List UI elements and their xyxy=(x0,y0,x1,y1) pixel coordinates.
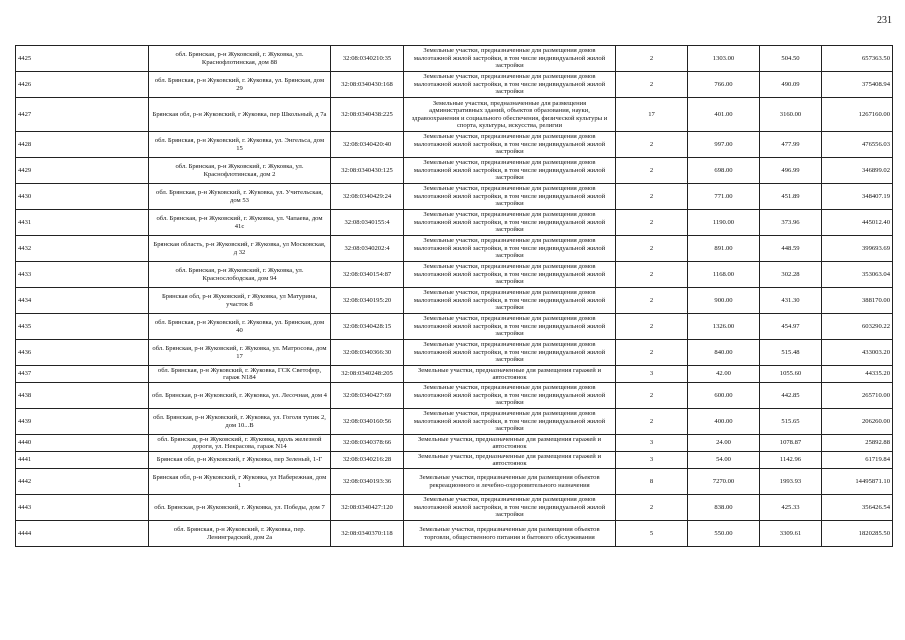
cadastral-number-cell: 32:08:0340429:24 xyxy=(331,184,404,210)
cadastral-number-cell: 32:08:0340430:168 xyxy=(331,72,404,98)
row-number-cell: 4426 xyxy=(16,72,149,98)
area-cell: 900.00 xyxy=(688,288,760,314)
group-code-cell: 2 xyxy=(616,158,688,184)
cadastral-value-cell: 346899.02 xyxy=(822,158,893,184)
cadastral-value-cell: 356426.54 xyxy=(822,495,893,521)
row-number-cell: 4438 xyxy=(16,383,149,409)
specific-cost-cell: 442.85 xyxy=(760,383,822,409)
group-code-cell: 2 xyxy=(616,340,688,366)
cadastral-number-cell: 32:08:0340210:35 xyxy=(331,46,404,72)
area-cell: 1303.00 xyxy=(688,46,760,72)
area-cell: 997.00 xyxy=(688,132,760,158)
table-row xyxy=(16,366,893,383)
cadastral-number-cell: 32:08:0340370:118 xyxy=(331,521,404,547)
address-cell: обл. Брянская, р-н Жуковский, г. Жуковка, ул. Лесочная, дом 4 xyxy=(149,383,331,409)
cadastral-registry-table xyxy=(15,45,893,547)
address-cell: обл. Брянская, р-н Жуковский, г. Жуковка, ул. Матросова, дом 17 xyxy=(149,340,331,366)
land-use-description-cell: Земельные участки, предназначенные для размещения домов малоэтажной жилой застройки, в том числе индивидуальной жилой застройки xyxy=(404,184,616,210)
cadastral-number-cell: 32:08:0340427:69 xyxy=(331,383,404,409)
group-code-cell: 2 xyxy=(616,262,688,288)
table-row xyxy=(16,288,893,314)
address-cell: обл. Брянская, р-н Жуковский, г. Жуковка, ул. Учительская, дом 53 xyxy=(149,184,331,210)
land-use-description-cell: Земельные участки, предназначенные для размещения домов малоэтажной жилой застройки, в том числе индивидуальной жилой застройки xyxy=(404,495,616,521)
specific-cost-cell: 504.50 xyxy=(760,46,822,72)
table-row xyxy=(16,158,893,184)
address-cell: Брянская обл, р-н Жуковский, г Жуковка, ул Матурина, участок 8 xyxy=(149,288,331,314)
cadastral-value-cell: 399693.69 xyxy=(822,236,893,262)
cadastral-value-cell: 433003.20 xyxy=(822,340,893,366)
address-cell: обл. Брянская, р-н Жуковский, г. Жуковка, ул. Гоголя тупик 2, дом 10...В xyxy=(149,409,331,435)
land-use-description-cell: Земельные участки, предназначенные для размещения домов малоэтажной жилой застройки, в том числе индивидуальной жилой застройки xyxy=(404,158,616,184)
cadastral-number-cell: 32:08:0340193:36 xyxy=(331,469,404,495)
address-cell: обл. Брянская, р-н Жуковский, г. Жуковка, вдоль железной дороги, ул. Некрасова, гараж N14 xyxy=(149,435,331,452)
land-use-description-cell: Земельные участки, предназначенные для размещения домов малоэтажной жилой застройки, в том числе индивидуальной жилой застройки xyxy=(404,288,616,314)
cadastral-value-cell: 388170.00 xyxy=(822,288,893,314)
cadastral-value-cell: 1267160.00 xyxy=(822,98,893,132)
row-number-cell: 4425 xyxy=(16,46,149,72)
table-row xyxy=(16,236,893,262)
area-cell: 838.00 xyxy=(688,495,760,521)
cadastral-number-cell: 32:08:0340202:4 xyxy=(331,236,404,262)
area-cell: 54.00 xyxy=(688,452,760,469)
land-use-description-cell: Земельные участки, предназначенные для размещения домов малоэтажной жилой застройки, в том числе индивидуальной жилой застройки xyxy=(404,340,616,366)
land-use-description-cell: Земельные участки, предназначенные для размещения гаражей и автостоянок xyxy=(404,452,616,469)
cadastral-value-cell: 445012.40 xyxy=(822,210,893,236)
group-code-cell: 2 xyxy=(616,383,688,409)
cadastral-number-cell: 32:08:0340248:205 xyxy=(331,366,404,383)
specific-cost-cell: 451.89 xyxy=(760,184,822,210)
specific-cost-cell: 454.97 xyxy=(760,314,822,340)
specific-cost-cell: 302.28 xyxy=(760,262,822,288)
area-cell: 771.00 xyxy=(688,184,760,210)
specific-cost-cell: 1078.87 xyxy=(760,435,822,452)
group-code-cell: 2 xyxy=(616,132,688,158)
table-row xyxy=(16,452,893,469)
cadastral-value-cell: 476556.03 xyxy=(822,132,893,158)
land-use-description-cell: Земельные участки, предназначенные для размещения гаражей и автостоянок xyxy=(404,435,616,452)
row-number-cell: 4439 xyxy=(16,409,149,435)
cadastral-number-cell: 32:08:0340154:87 xyxy=(331,262,404,288)
table-row xyxy=(16,46,893,72)
cadastral-value-cell: 603290.22 xyxy=(822,314,893,340)
land-use-description-cell: Земельные участки, предназначенные для размещения домов малоэтажной жилой застройки, в том числе индивидуальной жилой застройки xyxy=(404,132,616,158)
table-row xyxy=(16,383,893,409)
cadastral-number-cell: 32:08:0340366:30 xyxy=(331,340,404,366)
cadastral-number-cell: 32:08:0340155:4 xyxy=(331,210,404,236)
row-number-cell: 4435 xyxy=(16,314,149,340)
cadastral-value-cell: 61719.84 xyxy=(822,452,893,469)
table-row xyxy=(16,469,893,495)
group-code-cell: 8 xyxy=(616,469,688,495)
row-number-cell: 4436 xyxy=(16,340,149,366)
cadastral-value-cell: 206260.00 xyxy=(822,409,893,435)
cadastral-value-cell: 657363.50 xyxy=(822,46,893,72)
cadastral-value-cell: 348407.19 xyxy=(822,184,893,210)
address-cell: Брянская обл, р-н Жуковский, г Жуковка, пер Зеленый, 1-Г xyxy=(149,452,331,469)
specific-cost-cell: 3160.00 xyxy=(760,98,822,132)
cadastral-value-cell: 1820285.50 xyxy=(822,521,893,547)
area-cell: 550.00 xyxy=(688,521,760,547)
area-cell: 766.00 xyxy=(688,72,760,98)
land-use-description-cell: Земельные участки, предназначенные для размещения домов малоэтажной жилой застройки, в том числе индивидуальной жилой застройки xyxy=(404,262,616,288)
area-cell: 24.00 xyxy=(688,435,760,452)
address-cell: Брянская обл, р-н Жуковский, г Жуковка, ул Набережная, дом 1 xyxy=(149,469,331,495)
table-row xyxy=(16,495,893,521)
area-cell: 600.00 xyxy=(688,383,760,409)
specific-cost-cell: 431.30 xyxy=(760,288,822,314)
table-row xyxy=(16,314,893,340)
cadastral-number-cell: 32:08:0340430:125 xyxy=(331,158,404,184)
table-row xyxy=(16,98,893,132)
address-cell: обл. Брянская, р-н Жуковский, г. Жуковка, ул. Чапаева, дом 41с xyxy=(149,210,331,236)
group-code-cell: 2 xyxy=(616,236,688,262)
specific-cost-cell: 425.33 xyxy=(760,495,822,521)
land-use-description-cell: Земельные участки, предназначенные для размещения домов малоэтажной жилой застройки, в том числе индивидуальной жилой застройки xyxy=(404,46,616,72)
address-cell: обл. Брянская, р-н Жуковский, г. Жуковка, ул. Краснофлотинская, дом 2 xyxy=(149,158,331,184)
row-number-cell: 4431 xyxy=(16,210,149,236)
specific-cost-cell: 373.96 xyxy=(760,210,822,236)
group-code-cell: 2 xyxy=(616,288,688,314)
area-cell: 1168.00 xyxy=(688,262,760,288)
cadastral-value-cell: 44335.20 xyxy=(822,366,893,383)
specific-cost-cell: 1055.60 xyxy=(760,366,822,383)
cadastral-number-cell: 32:08:0340378:66 xyxy=(331,435,404,452)
address-cell: обл. Брянская, р-н Жуковский, г. Жуковка, ул. Краснофлотинская, дом 88 xyxy=(149,46,331,72)
specific-cost-cell: 515.48 xyxy=(760,340,822,366)
cadastral-number-cell: 32:08:0340427:120 xyxy=(331,495,404,521)
cadastral-number-cell: 32:08:0340216:28 xyxy=(331,452,404,469)
address-cell: обл. Брянская, р-н Жуковский, г. Жуковка, пер. Ленинградский, дом 2а xyxy=(149,521,331,547)
row-number-cell: 4442 xyxy=(16,469,149,495)
address-cell: обл. Брянская, р-н Жуковский, г. Жуковка, ул. Победы, дом 7 xyxy=(149,495,331,521)
table-row xyxy=(16,409,893,435)
address-cell: обл. Брянская, р-н Жуковский, г. Жуковка, ул. Краснослободская, дом 94 xyxy=(149,262,331,288)
cadastral-value-cell: 353063.04 xyxy=(822,262,893,288)
land-use-description-cell: Земельные участки, предназначенные для размещения домов малоэтажной жилой застройки, в том числе индивидуальной жилой застройки xyxy=(404,210,616,236)
row-number-cell: 4433 xyxy=(16,262,149,288)
specific-cost-cell: 448.59 xyxy=(760,236,822,262)
area-cell: 891.00 xyxy=(688,236,760,262)
table-row xyxy=(16,521,893,547)
specific-cost-cell: 1142.96 xyxy=(760,452,822,469)
address-cell: Брянская обл, р-н Жуковский, г Жуковка, пер Школьный, д 7а xyxy=(149,98,331,132)
land-use-description-cell: Земельные участки, предназначенные для размещения административных зданий, объектов образования, науки, здравоохранения и социального обеспечения, физической культуры и спорта, культуры, искусства, религии xyxy=(404,98,616,132)
land-use-description-cell: Земельные участки, предназначенные для размещения домов малоэтажной жилой застройки, в том числе индивидуальной жилой застройки xyxy=(404,236,616,262)
row-number-cell: 4428 xyxy=(16,132,149,158)
cadastral-number-cell: 32:08:0340160:56 xyxy=(331,409,404,435)
specific-cost-cell: 496.99 xyxy=(760,158,822,184)
address-cell: Брянская область, р-н Жуковский, г Жуковка, ул Московская, д 32 xyxy=(149,236,331,262)
area-cell: 7270.00 xyxy=(688,469,760,495)
land-use-description-cell: Земельные участки, предназначенные для размещения домов малоэтажной жилой застройки, в том числе индивидуальной жилой застройки xyxy=(404,314,616,340)
group-code-cell: 2 xyxy=(616,72,688,98)
table-row xyxy=(16,184,893,210)
group-code-cell: 3 xyxy=(616,435,688,452)
row-number-cell: 4434 xyxy=(16,288,149,314)
cadastral-value-cell: 265710.00 xyxy=(822,383,893,409)
group-code-cell: 5 xyxy=(616,521,688,547)
cadastral-number-cell: 32:08:0340195:20 xyxy=(331,288,404,314)
land-use-description-cell: Земельные участки, предназначенные для размещения объектов торговли, общественного питания и бытового обслуживания xyxy=(404,521,616,547)
table-row xyxy=(16,262,893,288)
group-code-cell: 2 xyxy=(616,495,688,521)
row-number-cell: 4440 xyxy=(16,435,149,452)
table-row xyxy=(16,132,893,158)
cadastral-number-cell: 32:08:0340438:225 xyxy=(331,98,404,132)
cadastral-number-cell: 32:08:0340428:15 xyxy=(331,314,404,340)
address-cell: обл. Брянская, р-н Жуковский, г. Жуковка, ул. Брянская, дом 40 xyxy=(149,314,331,340)
area-cell: 1190.00 xyxy=(688,210,760,236)
cadastral-number-cell: 32:08:0340420:40 xyxy=(331,132,404,158)
specific-cost-cell: 1993.93 xyxy=(760,469,822,495)
row-number-cell: 4432 xyxy=(16,236,149,262)
address-cell: обл. Брянская, р-н Жуковский, г. Жуковка, ул. Брянская, дом 29 xyxy=(149,72,331,98)
group-code-cell: 2 xyxy=(616,210,688,236)
area-cell: 698.00 xyxy=(688,158,760,184)
registry-body xyxy=(16,46,893,547)
specific-cost-cell: 490.09 xyxy=(760,72,822,98)
row-number-cell: 4441 xyxy=(16,452,149,469)
group-code-cell: 3 xyxy=(616,452,688,469)
row-number-cell: 4430 xyxy=(16,184,149,210)
area-cell: 401.00 xyxy=(688,98,760,132)
specific-cost-cell: 515.65 xyxy=(760,409,822,435)
land-use-description-cell: Земельные участки, предназначенные для размещения объектов рекреационного и лечебно-оздоровительного назначения xyxy=(404,469,616,495)
row-number-cell: 4437 xyxy=(16,366,149,383)
table-row xyxy=(16,435,893,452)
table-row xyxy=(16,340,893,366)
table-row xyxy=(16,72,893,98)
land-use-description-cell: Земельные участки, предназначенные для размещения домов малоэтажной жилой застройки, в том числе индивидуальной жилой застройки xyxy=(404,383,616,409)
specific-cost-cell: 3309.61 xyxy=(760,521,822,547)
specific-cost-cell: 477.99 xyxy=(760,132,822,158)
page-number: 231 xyxy=(877,15,892,26)
row-number-cell: 4444 xyxy=(16,521,149,547)
address-cell: обл. Брянская, р-н Жуковский, г. Жуковка, ул. Энгельса, дом 15 xyxy=(149,132,331,158)
group-code-cell: 3 xyxy=(616,366,688,383)
group-code-cell: 2 xyxy=(616,46,688,72)
row-number-cell: 4443 xyxy=(16,495,149,521)
address-cell: обл. Брянская, р-н Жуковский, г. Жуковка, ГСК Светофор, гараж N184 xyxy=(149,366,331,383)
area-cell: 840.00 xyxy=(688,340,760,366)
cadastral-value-cell: 14495871.10 xyxy=(822,469,893,495)
table-row xyxy=(16,210,893,236)
area-cell: 1326.00 xyxy=(688,314,760,340)
area-cell: 400.00 xyxy=(688,409,760,435)
row-number-cell: 4427 xyxy=(16,98,149,132)
land-use-description-cell: Земельные участки, предназначенные для размещения домов малоэтажной жилой застройки, в том числе индивидуальной жилой застройки xyxy=(404,409,616,435)
group-code-cell: 2 xyxy=(616,184,688,210)
land-use-description-cell: Земельные участки, предназначенные для размещения гаражей и автостоянок xyxy=(404,366,616,383)
cadastral-value-cell: 375408.94 xyxy=(822,72,893,98)
group-code-cell: 2 xyxy=(616,409,688,435)
row-number-cell: 4429 xyxy=(16,158,149,184)
land-use-description-cell: Земельные участки, предназначенные для размещения домов малоэтажной жилой застройки, в том числе индивидуальной жилой застройки xyxy=(404,72,616,98)
cadastral-value-cell: 25892.88 xyxy=(822,435,893,452)
area-cell: 42.00 xyxy=(688,366,760,383)
group-code-cell: 2 xyxy=(616,314,688,340)
group-code-cell: 17 xyxy=(616,98,688,132)
